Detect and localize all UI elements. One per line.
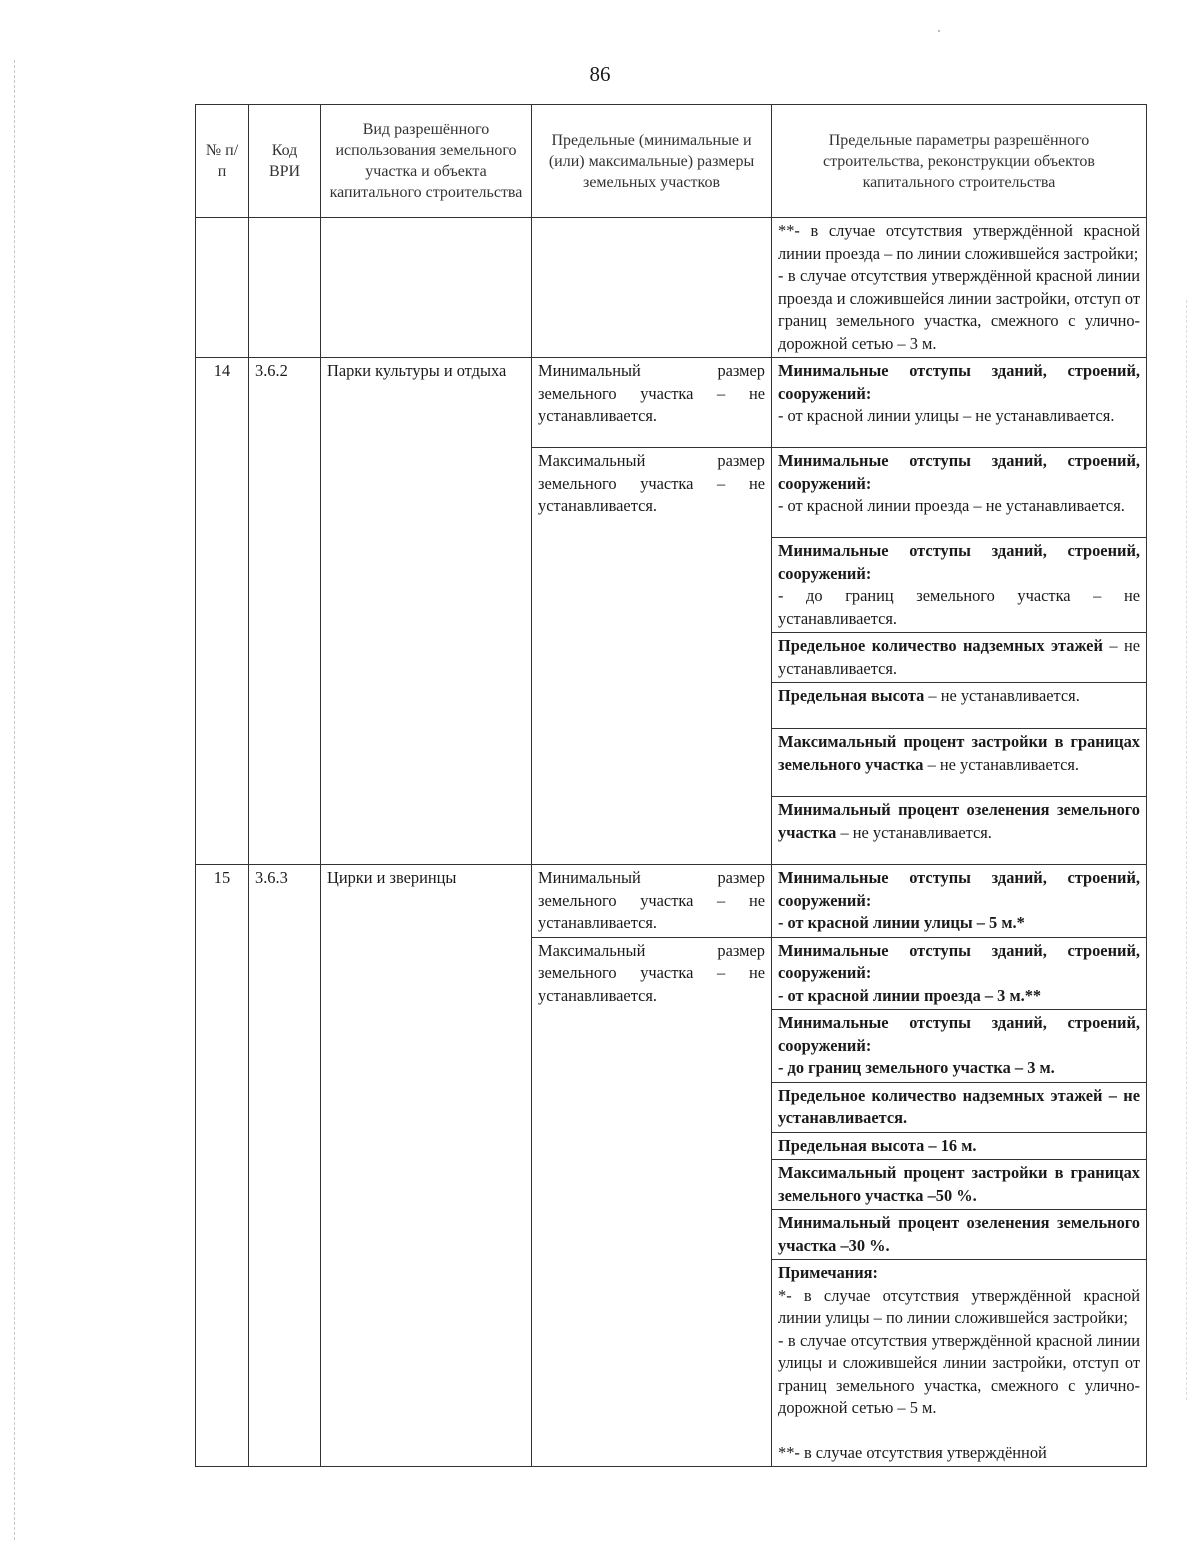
table-header-row xyxy=(196,105,1147,218)
row14-param-4: Предельное количество надземных этажей – не устанавливается. xyxy=(772,633,1147,683)
scan-edge-left xyxy=(14,60,15,1540)
notes-title: Примечания: xyxy=(778,1263,878,1282)
row15-num: 15 xyxy=(196,865,249,1467)
page-number: 86 xyxy=(589,62,611,86)
row15-param-2: Минимальные отступы зданий, строений, сооружений: - от красной линии проезда – 3 м.** xyxy=(772,937,1147,1010)
row14-size-max: Максимальный размер земельного участка – не устанавливается. xyxy=(532,448,772,865)
zoning-table xyxy=(195,104,1147,1467)
note-3: **- в случае отсутствия утверждённой xyxy=(778,1442,1047,1462)
header-kind: Вид разрешённого использования земельного участка и объекта капитального строительства xyxy=(321,105,532,218)
row15-param-7: Минимальный процент озеленения земельного участка –30 %. xyxy=(772,1210,1147,1260)
row15-param-3: Минимальные отступы зданий, строений, сооружений: - до границ земельного участка – 3 м. xyxy=(772,1010,1147,1083)
note-2: - в случае отсутствия утверждённой красной линии улицы и сложившейся линии застройки, отступ от границ земельного участка, смежного с улично-дорожной сетью – 5 м. xyxy=(778,1330,1140,1417)
scan-edge-right xyxy=(1186,300,1187,1400)
row15-param-6: Максимальный процент застройки в границах земельного участка –50 %. xyxy=(772,1160,1147,1210)
row15-code: 3.6.3 xyxy=(249,865,321,1467)
row14-param-1: Минимальные отступы зданий, строений, сооружений: - от красной линии улицы – не устанавливается. xyxy=(772,358,1147,448)
continuation-note-1: **- в случае отсутствия утверждённой красной линии проезда – по линии сложившейся застройки; xyxy=(778,221,1140,263)
note-1: *- в случае отсутствия утверждённой красной линии улицы – по линии сложившейся застройки; xyxy=(778,1285,1140,1327)
table-row-14 xyxy=(196,358,1147,448)
header-sizes: Предельные (минимальные и (или) максимальные) размеры земельных участков xyxy=(532,105,772,218)
row14-param-2: Минимальные отступы зданий, строений, сооружений: - от красной линии проезда – не устанавливается. xyxy=(772,448,1147,538)
continuation-notes xyxy=(772,218,1147,358)
row14-size-min: Минимальный размер земельного участка – не устанавливается. xyxy=(532,358,772,448)
row14-code: 3.6.2 xyxy=(249,358,321,865)
row15-param-1: Минимальные отступы зданий, строений, сооружений: - от красной линии улицы – 5 м.* xyxy=(772,865,1147,938)
table-row-continuation xyxy=(196,218,1147,358)
header-num: № п/п xyxy=(196,105,249,218)
header-params: Предельные параметры разрешённого строительства, реконструкции объектов капитального строительства xyxy=(772,105,1147,218)
row15-kind: Цирки и зверинцы xyxy=(321,865,532,1467)
row14-param-7: Минимальный процент озеленения земельного участка – не устанавливается. xyxy=(772,797,1147,865)
row15-notes xyxy=(772,1260,1147,1467)
row14-param-5: Предельная высота – не устанавливается. xyxy=(772,683,1147,729)
row14-kind: Парки культуры и отдыха xyxy=(321,358,532,865)
row15-size-min: Минимальный размер земельного участка – не устанавливается. xyxy=(532,865,772,938)
row15-param-5: Предельная высота – 16 м. xyxy=(772,1132,1147,1160)
row15-param-4: Предельное количество надземных этажей – не устанавливается. xyxy=(772,1082,1147,1132)
row14-num: 14 xyxy=(196,358,249,865)
row15-size-max: Максимальный размер земельного участка – не устанавливается. xyxy=(532,937,772,1467)
row14-param-3: Минимальные отступы зданий, строений, сооружений: - до границ земельного участка – не устанавливается. xyxy=(772,538,1147,633)
header-code: Код ВРИ xyxy=(249,105,321,218)
continuation-note-2: - в случае отсутствия утверждённой красной линии проезда и сложившейся линии застройки, отступ от границ земельного участка, смежного с улично-дорожной сетью – 3 м. xyxy=(778,266,1140,353)
table-row-15 xyxy=(196,865,1147,938)
scan-speck xyxy=(938,30,940,32)
row14-param-6: Максимальный процент застройки в границах земельного участка – не устанавливается. xyxy=(772,729,1147,797)
